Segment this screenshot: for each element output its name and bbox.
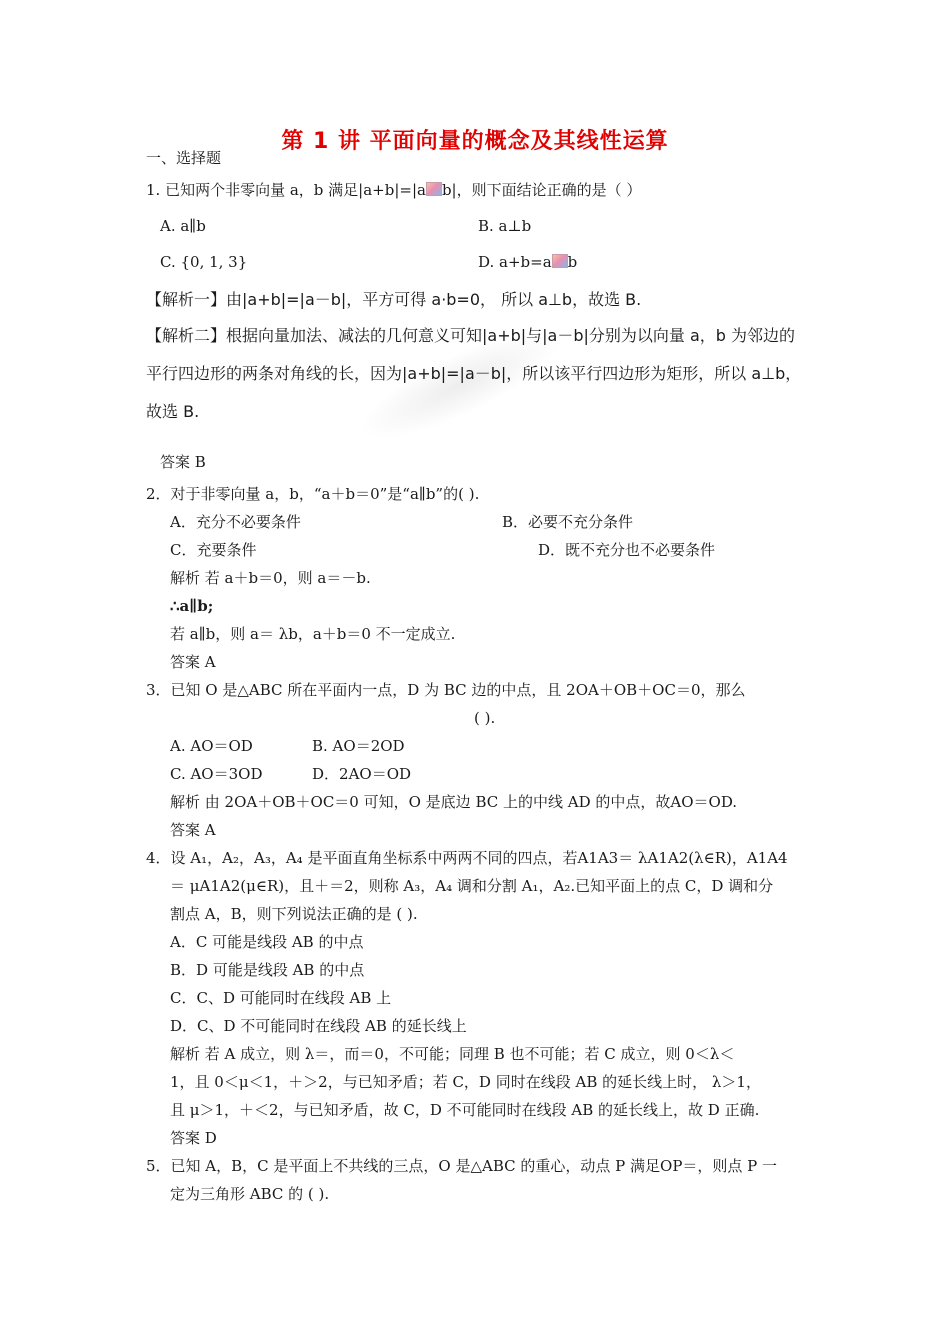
q2-answer: 答案 A [170, 653, 216, 671]
q1-option-d-part2: b [567, 253, 578, 271]
q4-solution-line1: 解析 若 A 成立，则 λ＝，而＝0，不可能；同理 B 也不可能；若 C 成立，则 0＜λ＜ [170, 1045, 735, 1063]
q2-option-c: C．充要条件 [170, 541, 257, 559]
q4-stem-line2: ＝ μA1A2(μ∈R)，且＋＝2，则称 A₃，A₄ 调和分割 A₁，A₂.已知平面上的点 C，D 调和分 [170, 877, 774, 895]
q2-option-d: D．既不充分也不必要条件 [538, 541, 716, 559]
q1-option-d-part1: D. a+b=a [478, 253, 552, 271]
q5-stem-line2: 定为三角形 ABC 的 ( ). [170, 1185, 330, 1203]
q2-solution-line2: ∴a∥b; [170, 597, 214, 615]
q4-solution-line2: 1，且 0＜μ＜1，＋＞2，与已知矛盾；若 C，D 同时在线段 AB 的延长线上时， λ＞1， [170, 1073, 761, 1091]
q1-answer: 答案 B [160, 453, 206, 471]
q3-option-a: A. AO＝OD [170, 737, 253, 755]
q2-option-a: A．充分不必要条件 [170, 513, 301, 531]
q2-solution-line3: 若 a∥b，则 a＝ λb，a＋b＝0 不一定成立. [170, 625, 456, 643]
q1-solution-2-line3: 故选 B. [146, 402, 200, 421]
q4-option-d: D．C、D 不可能同时在线段 AB 的延长线上 [170, 1017, 467, 1035]
q3-stem-line1: 3．已知 O 是△ABC 所在平面内一点，D 为 BC 边的中点，且 2OA＋OB＋OC＝0，那么 [146, 681, 746, 699]
q1-option-d [478, 252, 577, 272]
q4-stem-line3: 割点 A，B，则下列说法正确的是 ( ). [170, 905, 418, 923]
formula-image-icon [426, 182, 442, 196]
page-title: 第 1 讲 平面向量的概念及其线性运算 [281, 129, 669, 154]
q4-option-a: A．C 可能是线段 AB 的中点 [170, 933, 364, 951]
q3-option-c: C. AO＝3OD [170, 765, 263, 783]
q2-stem: 2．对于非零向量 a，b，“a＋b＝0”是“a∥b”的( ). [146, 485, 480, 503]
q1-option-b: B. a⊥b [478, 217, 532, 235]
formula-image-icon [552, 254, 568, 268]
q1-stem [146, 180, 641, 200]
section-heading: 一、选择题 [146, 149, 222, 167]
q2-solution-line1: 解析 若 a＋b＝0，则 a＝－b. [170, 569, 371, 587]
q1-stem-part1: 1. 已知两个非零向量 a，b 满足|a+b|=|a [146, 181, 426, 199]
q4-option-b: B．D 可能是线段 AB 的中点 [170, 961, 365, 979]
q1-option-c: C. {0, 1, 3} [160, 253, 248, 271]
q3-option-b: B. AO＝2OD [312, 737, 405, 755]
q4-option-c: C．C、D 可能同时在线段 AB 上 [170, 989, 392, 1007]
q3-stem-line2: ( ). [474, 709, 496, 727]
q4-solution-line3: 且 μ＞1，＋＜2，与已知矛盾，故 C，D 不可能同时在线段 AB 的延长线上，故 D 正确. [170, 1101, 760, 1119]
q4-stem-line1: 4．设 A₁，A₂，A₃，A₄ 是平面直角坐标系中两两不同的四点，若A1A3＝ λA1A2(λ∈R)，A1A4 [146, 849, 788, 867]
q1-solution-1: 【解析一】由|a+b|=|a－b|，平方可得 a·b=0， 所以 a⊥b，故选 B. [146, 290, 642, 309]
q1-stem-part2: b|，则下面结论正确的是（ ） [441, 181, 642, 199]
q3-solution: 解析 由 2OA＋OB＋OC＝0 可知，O 是底边 BC 上的中线 AD 的中点，故AO＝OD. [170, 793, 738, 811]
q3-option-d: D．2AO＝OD [312, 765, 412, 783]
q1-solution-2-line2: 平行四边形的两条对角线的长，因为|a+b|=|a－b|，所以该平行四边形为矩形，所以 a⊥b， [146, 364, 802, 383]
q1-solution-2-line1: 【解析二】根据向量加法、减法的几何意义可知|a+b|与|a－b|分别为以向量 a，b 为邻边的 [146, 326, 796, 345]
q2-option-b: B．必要不充分条件 [502, 513, 634, 531]
q1-option-a: A. a∥b [160, 217, 206, 235]
q3-answer: 答案 A [170, 821, 216, 839]
q5-stem-line1: 5．已知 A，B，C 是平面上不共线的三点，O 是△ABC 的重心，动点 P 满足OP＝，则点 P 一 [146, 1157, 778, 1175]
q4-answer: 答案 D [170, 1129, 217, 1147]
